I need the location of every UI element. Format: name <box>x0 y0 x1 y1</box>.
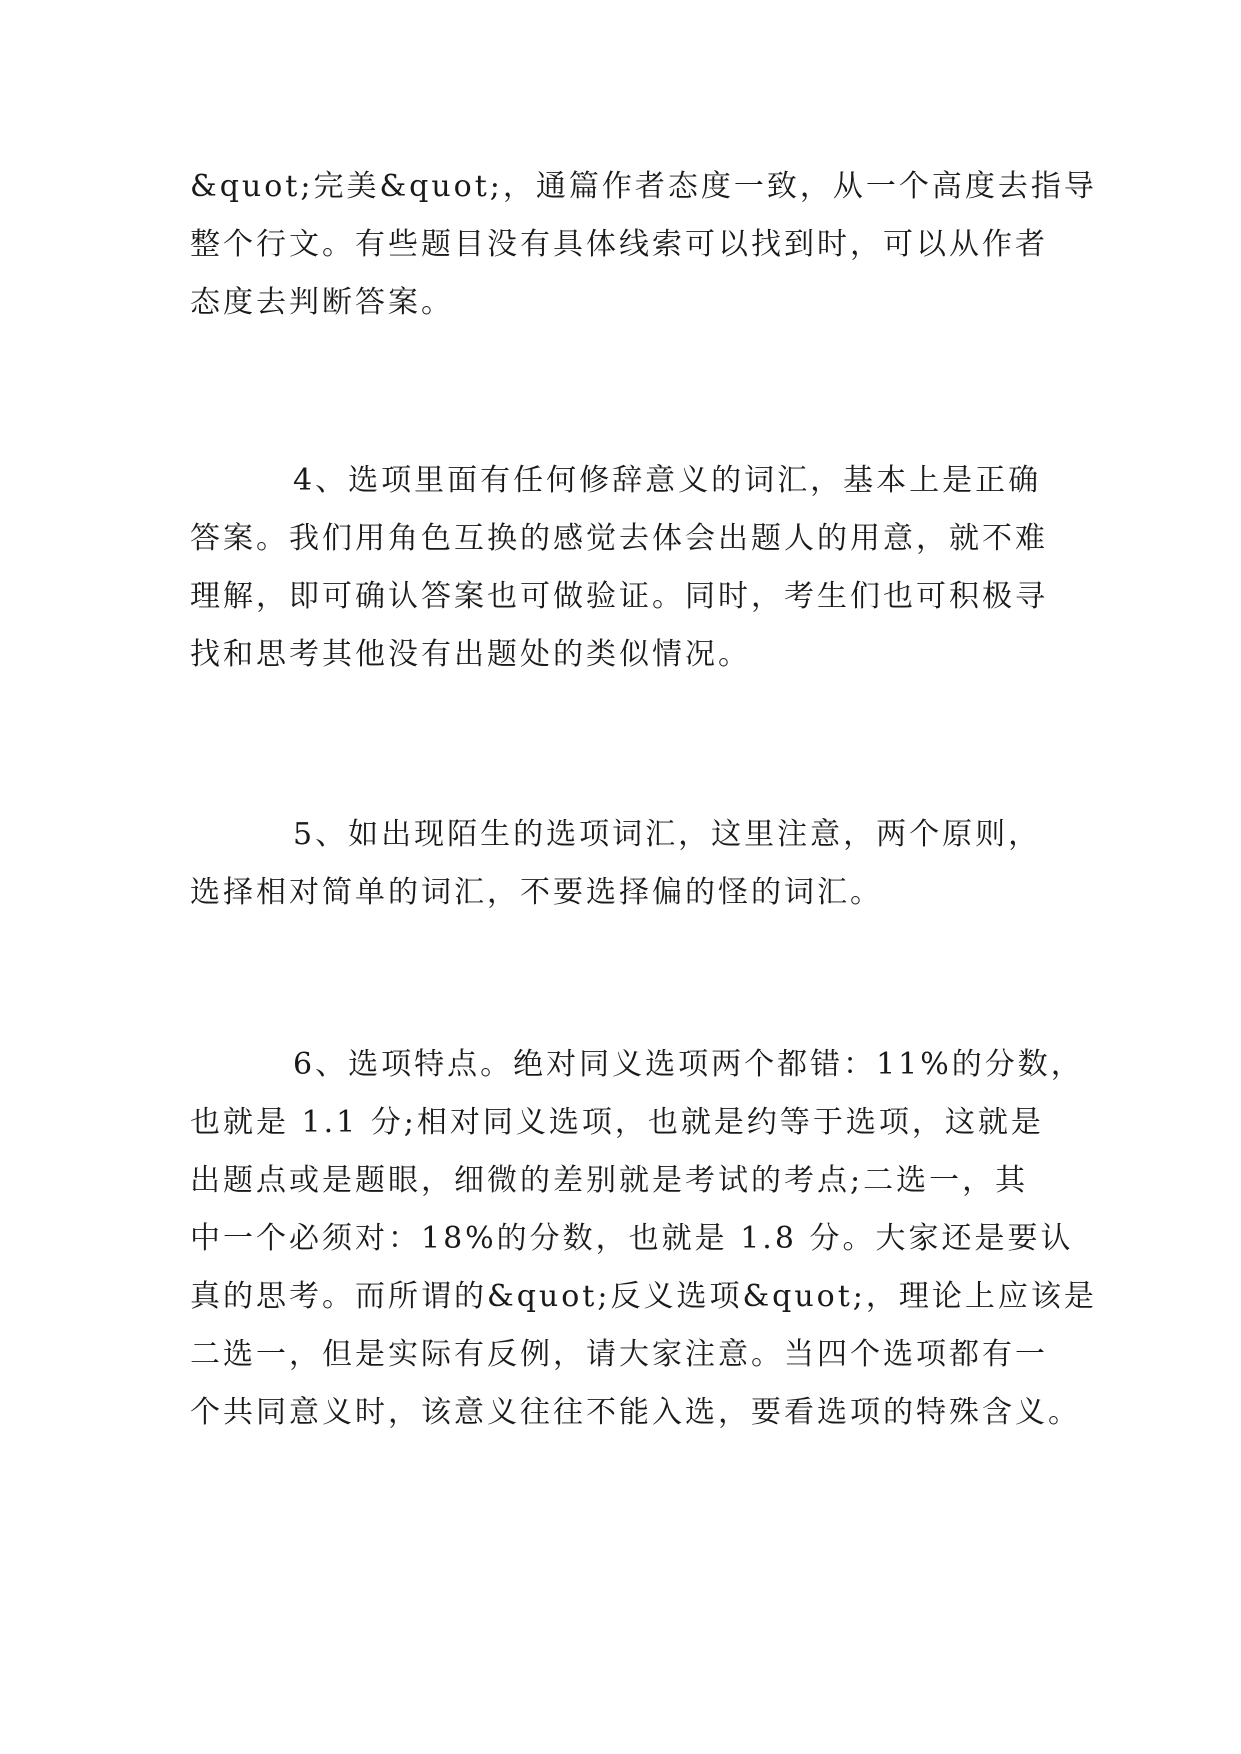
text-line: 理解，即可确认答案也可做验证。同时，考生们也可积极寻 <box>190 579 1048 614</box>
text-line: 整个行文。有些题目没有具体线索可以找到时，可以从作者 <box>190 227 1048 262</box>
text-line: &quot;完美&quot;，通篇作者态度一致，从一个高度去指导 <box>190 169 1097 204</box>
paragraph-item-4 <box>190 452 1060 684</box>
text-line: 找和思考其他没有出题处的类似情况。 <box>190 637 751 672</box>
text-line: 答案。我们用角色互换的感觉去体会出题人的用意，就不难 <box>190 521 1048 556</box>
text-line: 二选一，但是实际有反例，请大家注意。当四个选项都有一 <box>190 1337 1048 1372</box>
text-line: 6、选项特点。绝对同义选项两个都错：11%的分数， <box>293 1047 1084 1082</box>
paragraph-item-5 <box>190 806 1060 922</box>
text-line: 个共同意义时，该意义往往不能入选，要看选项的特殊含义。 <box>190 1395 1081 1430</box>
text-line: 中一个必须对：18%的分数，也就是 1.8 分。大家还是要认 <box>190 1221 1074 1256</box>
paragraph-item-6 <box>190 1036 1097 1442</box>
text-line: 5、如出现陌生的选项词汇，这里注意，两个原则， <box>293 817 1042 852</box>
paragraph-author-attitude <box>190 158 1097 332</box>
text-line: 也就是 1.1 分;相对同义选项，也就是约等于选项，这就是 <box>190 1105 1044 1140</box>
text-line: 出题点或是题眼，细微的差别就是考试的考点;二选一，其 <box>190 1163 1029 1198</box>
text-line: 4、选项里面有任何修辞意义的词汇，基本上是正确 <box>293 463 1042 498</box>
text-line: 真的思考。而所谓的&quot;反义选项&quot;，理论上应该是 <box>190 1279 1097 1314</box>
text-line: 选择相对简单的词汇，不要选择偏的怪的词汇。 <box>190 875 883 910</box>
text-line: 态度去判断答案。 <box>190 285 454 320</box>
